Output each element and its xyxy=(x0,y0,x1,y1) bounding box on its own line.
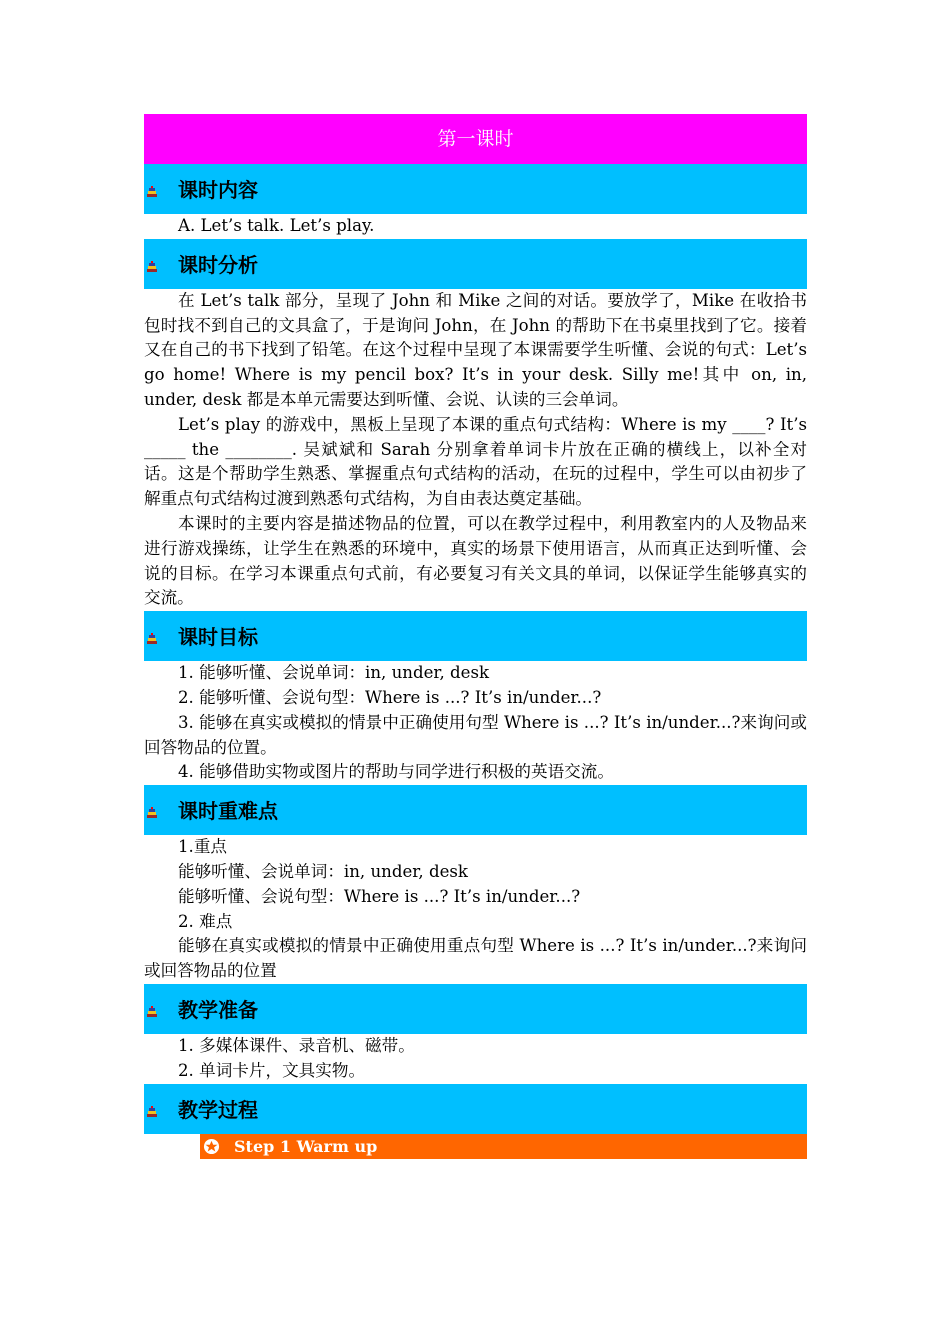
keypoint-line: 能够听懂、会说句型：Where is ...? It’s in/under...? xyxy=(178,886,581,906)
section-body-analysis xyxy=(144,289,807,611)
keypoint-line: 能够听懂、会说单词：in, under, desk xyxy=(178,861,468,881)
section-header-preparation xyxy=(144,984,807,1034)
section-heading: 课时重难点 xyxy=(178,799,278,824)
section-header-content xyxy=(144,164,807,214)
section-header-goals xyxy=(144,611,807,661)
book-stack-icon xyxy=(146,1006,158,1018)
keypoint-line: 2. 难点 xyxy=(178,911,233,931)
section-body-keypoints xyxy=(144,835,807,984)
step-label: Step 1 Warm up xyxy=(234,1136,378,1156)
book-stack-icon xyxy=(146,807,158,819)
book-stack-icon xyxy=(146,1106,158,1118)
book-stack-icon xyxy=(146,633,158,645)
section-body-preparation xyxy=(144,1034,807,1084)
goal-item: 4. 能够借助实物或图片的帮助与同学进行积极的英语交流。 xyxy=(178,762,614,782)
section-header-process xyxy=(144,1084,807,1134)
analysis-paragraph: Let’s play 的游戏中，黑板上呈现了本课的重点句式结构：Where is my ____? It’s _____ the ________. 吴斌斌和 Sarah 分别拿着单词卡片放在正确的横线上，以补全对话。这是个帮助学生熟悉、掌握重点句式结构的活动，在玩的过程中，学生可以由初步了解重点句式结构过渡到熟悉句式结构，为自由表达奠定基础。 xyxy=(144,414,807,509)
section-body-goals xyxy=(144,661,807,785)
keypoint-line: 能够在真实或模拟的情景中正确使用重点句型 Where is ...? It’s in/under...?来询问或回答物品的位置 xyxy=(144,936,807,981)
lesson-title: 第一课时 xyxy=(144,114,807,164)
keypoint-line: 1.重点 xyxy=(178,837,228,857)
section-header-keypoints xyxy=(144,785,807,835)
section-heading: 课时目标 xyxy=(178,625,258,650)
book-stack-icon xyxy=(146,186,158,198)
preparation-item: 1. 多媒体课件、录音机、磁带。 xyxy=(178,1035,415,1055)
analysis-paragraph: 本课时的主要内容是描述物品的位置，可以在教学过程中，利用教室内的人及物品来进行游戏操练，让学生在熟悉的环境中，真实的场景下使用语言，从而真正达到听懂、会说的目标。在学习本课重点句式前，有必要复习有关文具的单词，以保证学生能够真实的交流。 xyxy=(144,513,807,608)
analysis-paragraph: 在 Let’s talk 部分，呈现了 John 和 Mike 之间的对话。要放学了，Mike 在收拾书包时找不到自己的文具盒了，于是询问 John，在 John 的帮助下在书桌里找到了它。接着又在自己的书下找到了铅笔。在这个过程中呈现了本课需要学生听懂、会说的句式：Let’s go home! Where is my pencil box? It’s in your desk. Silly me!其中 on, in, under, desk 都是本单元需要达到听懂、会说、认读的三会单词。 xyxy=(144,290,807,409)
star-circle-icon xyxy=(203,1138,220,1155)
preparation-item: 2. 单词卡片，文具实物。 xyxy=(178,1060,366,1080)
book-stack-icon xyxy=(146,261,158,273)
goal-item: 2. 能够听懂、会说句型：Where is ...? It’s in/under...? xyxy=(178,687,602,707)
goal-item: 3. 能够在真实或模拟的情景中正确使用句型 Where is ...? It’s in/under...?来询问或回答物品的位置。 xyxy=(144,712,807,757)
goal-item: 1. 能够听懂、会说单词：in, under, desk xyxy=(178,663,490,683)
content-line: A. Let’s talk. Let’s play. xyxy=(178,216,375,235)
section-heading: 教学准备 xyxy=(178,997,258,1022)
section-header-analysis xyxy=(144,239,807,289)
section-heading: 课时分析 xyxy=(178,252,258,277)
section-body-content xyxy=(144,214,807,239)
section-heading: 课时内容 xyxy=(178,178,258,202)
document xyxy=(144,114,807,1159)
section-heading: 教学过程 xyxy=(178,1097,258,1122)
step-header xyxy=(200,1134,807,1159)
